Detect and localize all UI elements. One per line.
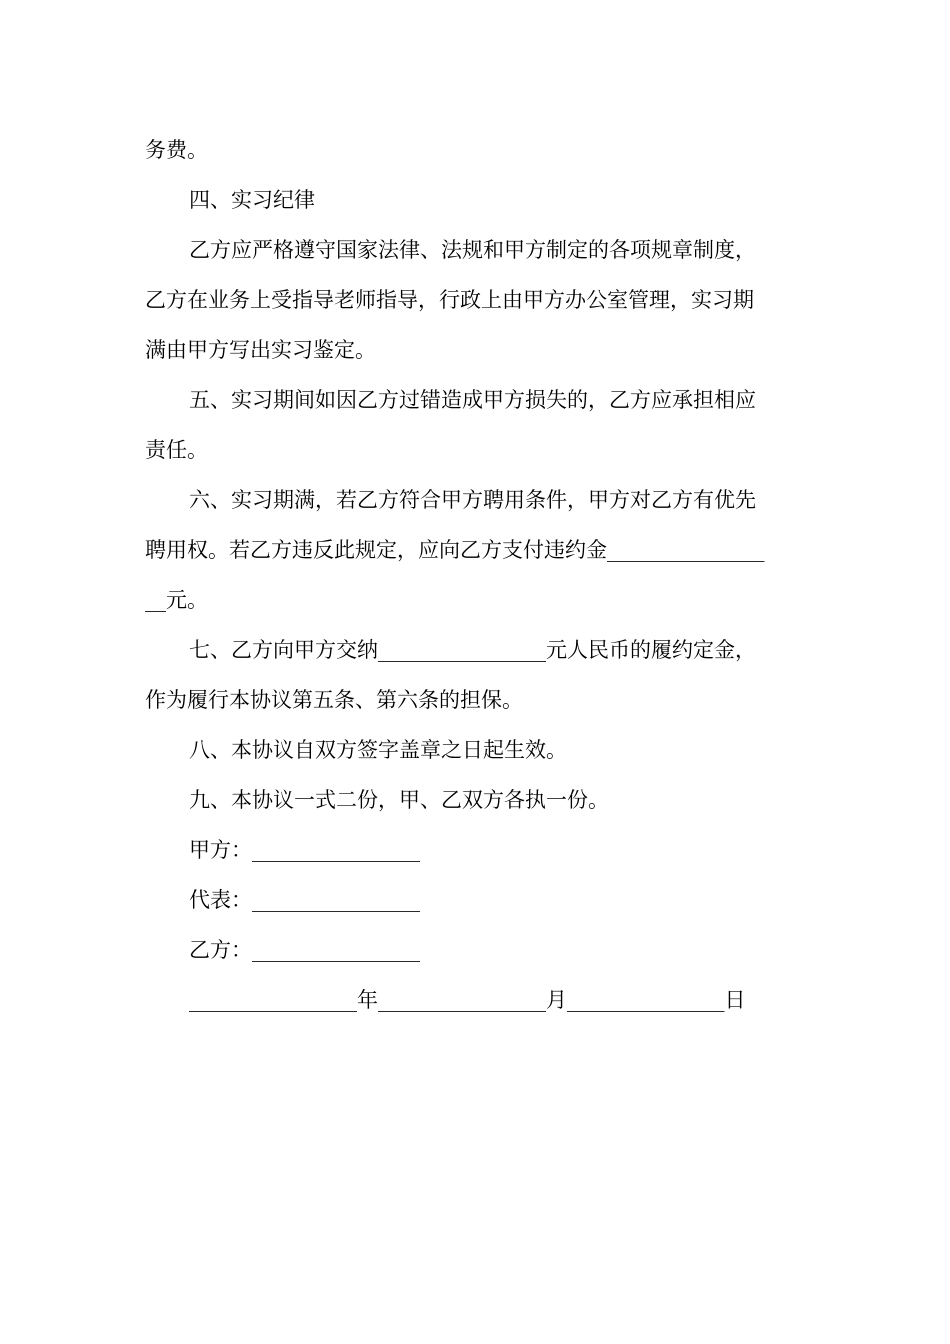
text-line: 九、本协议一式二份，甲、乙双方各执一份。: [189, 788, 609, 812]
text-line: 六、实习期满，若乙方符合甲方聘用条件，甲方对乙方有优先: [189, 488, 756, 512]
party-a-signature-line: 甲方：________________: [189, 838, 420, 862]
text-line: 作为履行本协议第五条、第六条的担保。: [145, 688, 523, 712]
text-line: 八、本协议自双方签字盖章之日起生效。: [189, 738, 567, 762]
text-line: 聘用权。若乙方违反此规定，应向乙方支付违约金_______________: [145, 538, 765, 562]
representative-signature-line: 代表：________________: [189, 888, 420, 912]
section-heading: 四、实习纪律: [189, 188, 315, 212]
date-line: ________________年________________月_______________日: [189, 988, 746, 1012]
text-line: 乙方在业务上受指导老师指导，行政上由甲方办公室管理，实习期: [145, 288, 754, 312]
text-line: 满由甲方写出实习鉴定。: [145, 338, 376, 362]
text-line: 责任。: [145, 438, 208, 462]
text-line: 乙方应严格遵守国家法律、法规和甲方制定的各项规章制度，: [189, 238, 756, 262]
text-line: 七、乙方向甲方交纳________________元人民币的履约定金，: [189, 638, 756, 662]
text-line: __元。: [145, 588, 208, 612]
party-b-signature-line: 乙方：________________: [189, 938, 420, 962]
text-line: 五、实习期间如因乙方过错造成甲方损失的，乙方应承担相应: [189, 388, 756, 412]
text-line: 务费。: [145, 138, 208, 162]
